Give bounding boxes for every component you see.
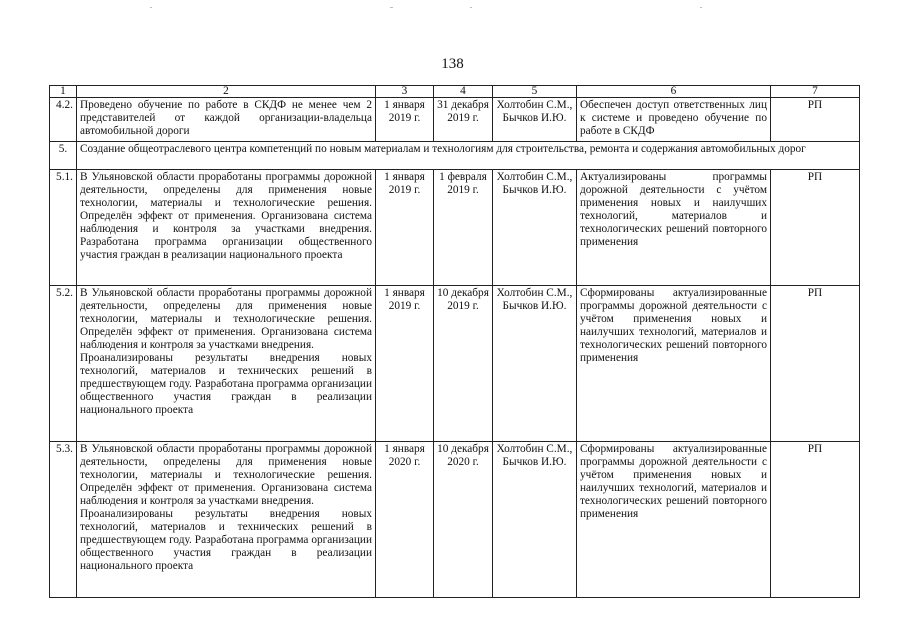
scan-artifact <box>470 7 472 8</box>
activity-text: Проведено обучение по работе в СКДФ не менее чем 2 представителей от каждой организации-владельца автомобильной дороги <box>77 98 376 142</box>
column-header: 2 <box>77 86 376 98</box>
responsible: Холтобин С.М., Бычков И.Ю. <box>493 170 577 286</box>
column-header: 4 <box>434 86 493 98</box>
table-row <box>50 286 860 442</box>
scan-artifact <box>390 7 393 8</box>
responsible: Холтобин С.М., Бычков И.Ю. <box>493 98 577 142</box>
column-header: 5 <box>493 86 577 98</box>
scan-artifact <box>150 7 152 8</box>
activity-text: В Ульяновской области проработаны программы дорожной деятельности, определены для применения новые технологии, материалы и технологические решения. Определён эффект от применения. Организована система наблюдения и контроля за участками внедрения. Разработана программа организации общественного участия граждан в реализации национального проекта <box>77 170 376 286</box>
start-date: 1 января 2020 г. <box>376 442 434 598</box>
responsible: Холтобин С.М., Бычков И.Ю. <box>493 442 577 598</box>
row-number: 5.3. <box>50 442 77 598</box>
row-number: 5.2. <box>50 286 77 442</box>
result-text: Актуализированы программы дорожной деятельности с учётом применения новых и наилучших технологий, материалов и технологических решений повторного применения <box>577 170 771 286</box>
section-title: Создание общеотраслевого центра компетенций по новым материалам и технологиям для строительства, ремонта и содержания автомобильных дорог <box>77 142 860 170</box>
row-number: 4.2. <box>50 98 77 142</box>
table-row <box>50 170 860 286</box>
section-row <box>50 142 860 170</box>
section-number: 5. <box>50 142 77 170</box>
activity-text: В Ульяновской области проработаны программы дорожной деятельности, определены для применения новые технологии, материалы и технологические решения. Определён эффект от применения. Организована система наблюдения и контроля за участками внедрения. Проанализированы результаты внедрения новых технологий, материалов и технических решений в предшествующем году. Разработана программа организации общественного участия граждан в реализации национального проекта <box>77 286 376 442</box>
responsible: Холтобин С.М., Бычков И.Ю. <box>493 286 577 442</box>
column-header: 7 <box>771 86 860 98</box>
column-header: 1 <box>50 86 77 98</box>
result-text: Сформированы актуализированные программы дорожной деятельности с учётом применения новых и наилучших технологий, материалов и технологических решений повторного применения <box>577 286 771 442</box>
start-date: 1 января 2019 г. <box>376 170 434 286</box>
table-row <box>50 98 860 142</box>
table-row <box>50 442 860 598</box>
end-date: 10 декабря 2020 г. <box>434 442 493 598</box>
page-number: 138 <box>441 56 464 72</box>
result-text: Сформированы актуализированные программы дорожной деятельности с учётом применения новых и наилучших технологий, материалов и технологических решений повторного применения <box>577 442 771 598</box>
row-number: 5.1. <box>50 170 77 286</box>
column-header: 6 <box>577 86 771 98</box>
end-date: 31 декабря 2019 г. <box>434 98 493 142</box>
end-date: 1 февраля 2019 г. <box>434 170 493 286</box>
scan-artifact <box>700 7 702 8</box>
result-type: РП <box>771 286 860 442</box>
result-type: РП <box>771 98 860 142</box>
result-type: РП <box>771 170 860 286</box>
column-header: 3 <box>376 86 434 98</box>
start-date: 1 января 2019 г. <box>376 98 434 142</box>
result-text: Обеспечен доступ ответственных лиц к системе и проведено обучение по работе в СКДФ <box>577 98 771 142</box>
result-type: РП <box>771 442 860 598</box>
plan-table <box>49 85 860 598</box>
activity-text: В Ульяновской области проработаны программы дорожной деятельности, определены для применения новые технологии, материалы и технологические решения. Определён эффект от применения. Организована система наблюдения и контроля за участками внедрения. Проанализированы результаты внедрения новых технологий, материалов и технических решений в предшествующем году. Разработана программа организации общественного участия граждан в реализации национального проекта <box>77 442 376 598</box>
start-date: 1 января 2019 г. <box>376 286 434 442</box>
end-date: 10 декабря 2019 г. <box>434 286 493 442</box>
header-row <box>50 86 860 98</box>
